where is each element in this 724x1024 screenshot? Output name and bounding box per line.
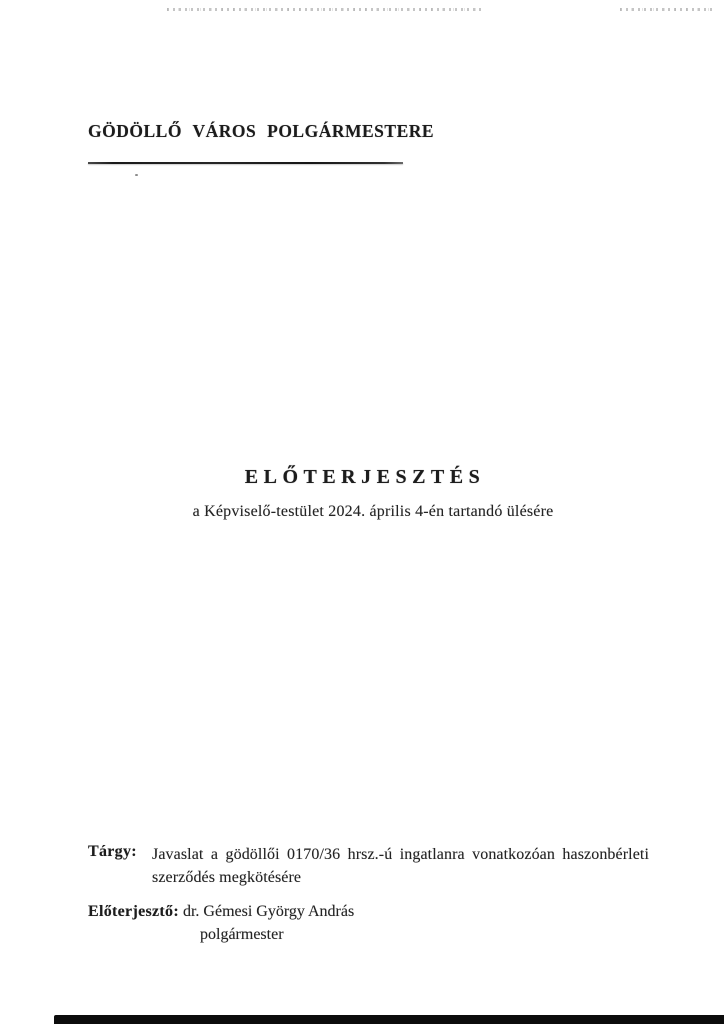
presenter-block (88, 900, 354, 946)
header-divider-line (88, 162, 403, 164)
subject-text: Javaslat a gödöllői 0170/36 hrsz.-ú ingatlanra vonatkozóan haszonbérleti szerződés megkötésére (152, 846, 649, 886)
presenter-label: Előterjesztő: (88, 903, 179, 920)
session-subtitle: a Képviselő-testület 2024. április 4-én tartandó ülésére (192, 503, 554, 520)
scan-noise-top-left (167, 8, 485, 11)
document-title: ELŐTERJESZTÉS (244, 466, 486, 488)
subject-label: Tárgy: (88, 843, 137, 860)
stray-ink-dot (135, 174, 138, 176)
title-block (0, 466, 724, 521)
presenter-name: dr. Gémesi György András (182, 903, 355, 920)
presenter-line (88, 900, 354, 923)
office-header-title: GÖDÖLLŐ VÁROS POLGÁRMESTERE (88, 121, 435, 141)
scan-artifact-bottom-bar (54, 1015, 724, 1024)
scan-noise-top-right (620, 8, 714, 11)
presenter-role: polgármester (200, 926, 284, 943)
